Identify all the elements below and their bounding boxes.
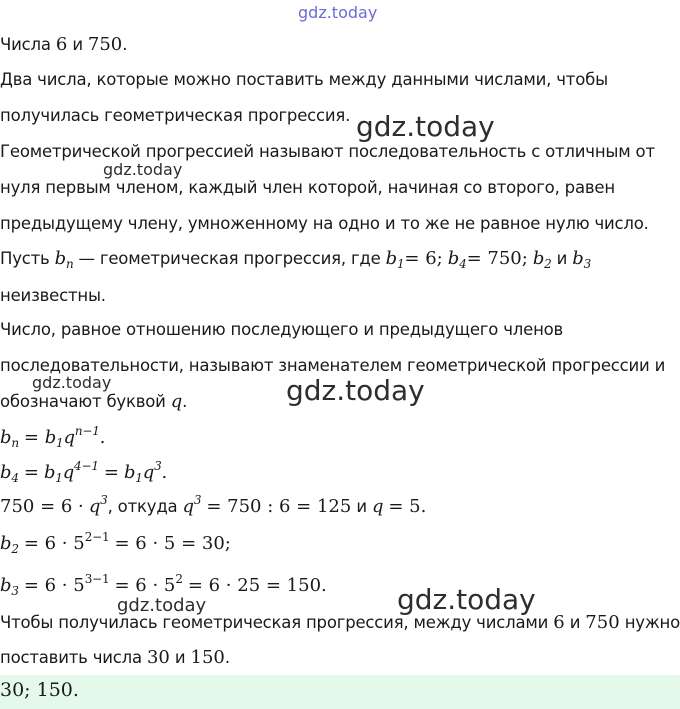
watermark-top: gdz.today: [298, 3, 378, 22]
watermark: gdz.today: [286, 374, 425, 407]
watermark: gdz.today: [117, 595, 207, 616]
watermark: gdz.today: [356, 110, 495, 143]
line-11: обозначают буквой q.: [0, 391, 188, 412]
math-bn: $b_n$: [54, 248, 74, 271]
line-5: нуля первым членом, каждый член которой, начиная со второго, равен: [0, 178, 615, 197]
watermark: gdz.today: [32, 373, 112, 392]
line-12: Чтобы получилась геометрическая прогрессия, между числами 6 и 750 нужно: [0, 612, 680, 633]
formula-b4: $b_4 = b_1q^{4-1} = b_1q^3$.: [0, 459, 168, 485]
line-9: Число, равное отношению последующего и предыдущего членов: [0, 320, 564, 339]
formula-q: $750 = 6 \cdot q^3$, откуда $q^3 = 750$ : 6 = 125 и q = 5.: [0, 493, 427, 517]
watermark: gdz.today: [397, 583, 536, 616]
line-3: получилась геометрическая прогрессия.: [0, 106, 351, 125]
answer-box: [0, 675, 680, 709]
line-10: последовательности, называют знаменателем геометрической прогрессии и: [0, 356, 666, 375]
formula-b2: $b_2 = 6 \cdot 5^{2-1} = 6 \cdot 5 = 30$;: [0, 530, 231, 556]
line-7: Пусть $b_n$ — геометрическая прогрессия, где $b_1= 6$; $b_4= 750$; $b_2$ и $b_3$: [0, 248, 591, 271]
watermark: gdz.today: [103, 160, 183, 179]
formula-bn: $b_n = b_1q^{n-1}$.: [0, 424, 106, 450]
formula-b3: $b_3 = 6 \cdot 5^{3-1} = 6 \cdot 5^2 = 6 \cdot 25 = 150$.: [0, 572, 327, 598]
answer-text: 30; 150.: [0, 679, 79, 701]
line-13: поставить числа 30 и 150.: [0, 647, 230, 668]
line-8: неизвестны.: [0, 286, 106, 305]
line-1: Числа 6 и 750.: [0, 34, 128, 55]
line-6: предыдущему члену, умноженному на одно и то же не равное нулю число.: [0, 214, 649, 233]
line-2: Два числа, которые можно поставить между данными числами, чтобы: [0, 70, 608, 89]
line-4: Геометрической прогрессией называют последовательность с отличным от: [0, 142, 655, 161]
